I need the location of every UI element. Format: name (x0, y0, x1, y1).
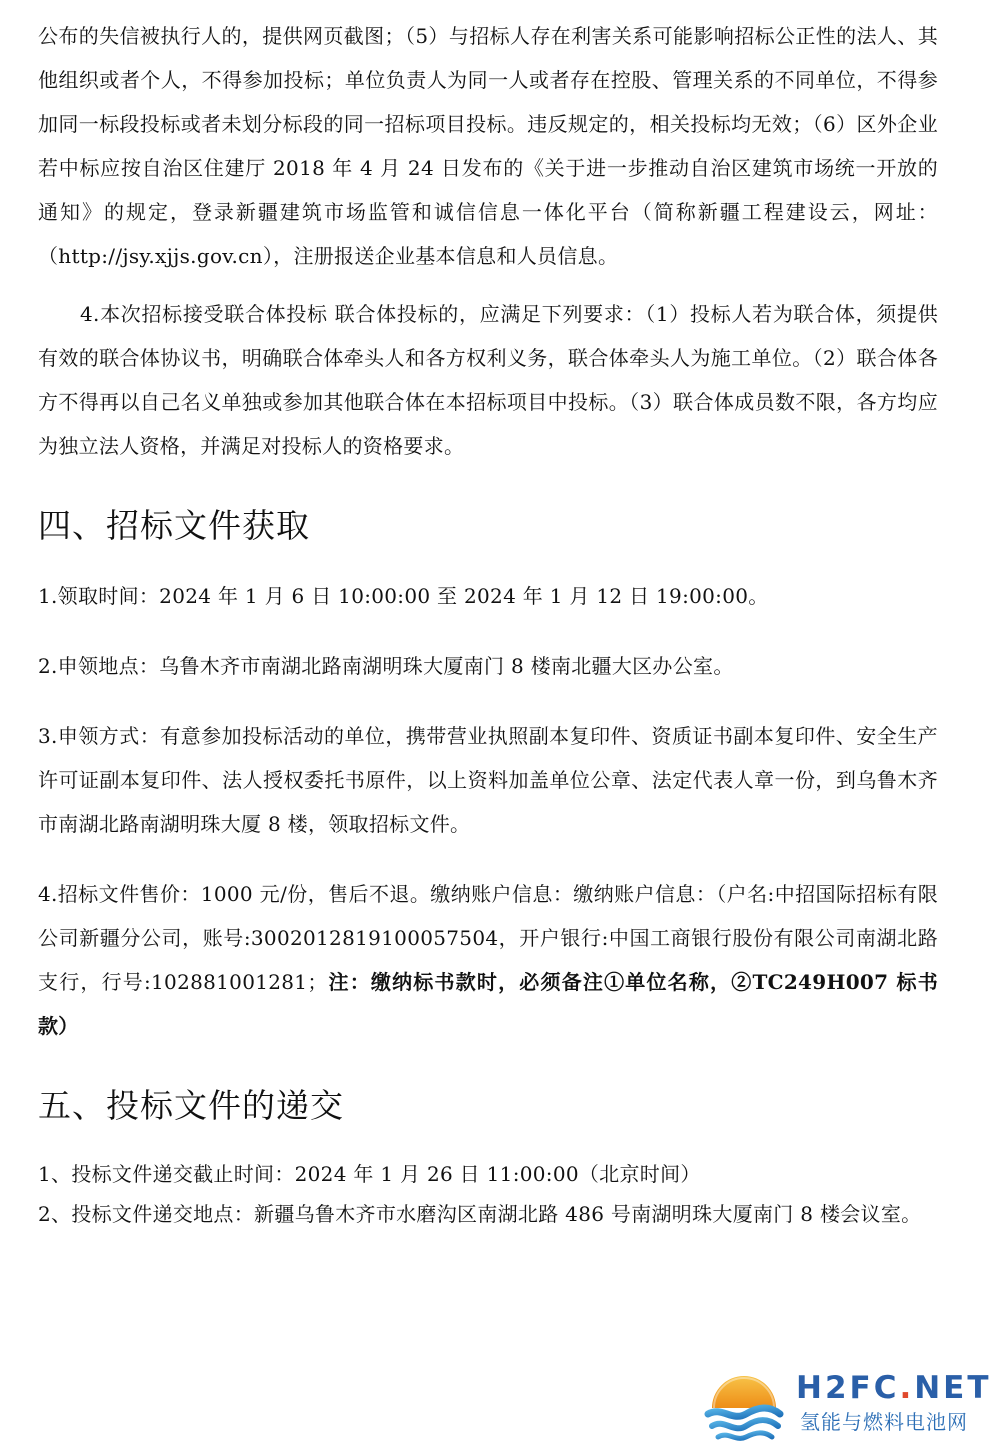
h2fc-watermark-logo (704, 1368, 992, 1444)
submission-location: 2、投标文件递交地点：新疆乌鲁木齐市水磨沟区南湖北路 486 号南湖明珠大厦南门 8 楼会议室。 (38, 1202, 922, 1226)
section-heading-document-acquisition: 四、招标文件获取 (38, 506, 310, 545)
account-info-text: 4.招标文件售价：1000 元/份，售后不退。缴纳账户信息：缴纳账户信息：（户名:中招国际招标有限公司新疆分公司，账号:3002012819100057504，开户银行:中国工商银行股份有限公司南湖北路支行，行号:102881001281； (38, 882, 938, 994)
spacer (38, 278, 938, 292)
document-page (38, 14, 938, 1234)
watermark-subtitle: 氢能与燃料电池网 (800, 1410, 968, 1434)
payment-note: 注：缴纳标书款时，必须备注①单位名称，②TC249H007 标书款） (38, 970, 938, 1038)
watermark-title: H2FC.NET (796, 1370, 992, 1406)
paragraph-consortium-bidding: 4.本次招标接受联合体投标 联合体投标的，应满足下列要求：（1）投标人若为联合体，须提供有效的联合体协议书，明确联合体牵头人和各方权利义务，联合体牵头人为施工单位。（2）联合体各方不得再以自己名义单独或参加其他联合体在本招标项目中投标。（3）联合体成员数不限，各方均应为独立法人资格，并满足对投标人的资格要求。 (38, 302, 938, 458)
section-heading-bid-submission: 五、投标文件的递交 (38, 1086, 344, 1125)
document-price-and-account (38, 872, 938, 1048)
acquisition-time: 1.领取时间：2024 年 1 月 6 日 10:00:00 至 2024 年 1 月 12 日 19:00:00。 (38, 584, 769, 608)
acquisition-location: 2.申领地点：乌鲁木齐市南湖北路南湖明珠大厦南门 8 楼南北疆大区办公室。 (38, 654, 734, 678)
paragraph-bidder-restrictions: 公布的失信被执行人的，提供网页截图；（5）与招标人存在利害关系可能影响招标公正性的法人、其他组织或者个人，不得参加投标；单位负责人为同一人或者存在控股、管理关系的不同单位，不得参加同一标段投标或者未划分标段的同一招标项目投标。违反规定的，相关投标均无效；（6）区外企业若中标应按自治区住建厅 2018 年 4 月 24 日发布的《关于进一步推动自治区建筑市场统一开放的通知》的规定，登录新疆建筑市场监管和诚信信息一体化平台（简称新疆工程建设云，网址：（http://jsy.xjjs.gov.cn），注册报送企业基本信息和人员信息。 (38, 24, 938, 268)
acquisition-method: 3.申领方式：有意参加投标活动的单位，携带营业执照副本复印件、资质证书副本复印件、安全生产许可证副本复印件、法人授权委托书原件，以上资料加盖单位公章、法定代表人章一份，到乌鲁木齐市南湖北路南湖明珠大厦 8 楼，领取招标文件。 (38, 724, 938, 836)
sun-wave-emblem-icon (704, 1368, 784, 1444)
submission-deadline: 1、投标文件递交截止时间：2024 年 1 月 26 日 11:00:00（北京时间） (38, 1162, 701, 1186)
spacer (38, 468, 938, 496)
